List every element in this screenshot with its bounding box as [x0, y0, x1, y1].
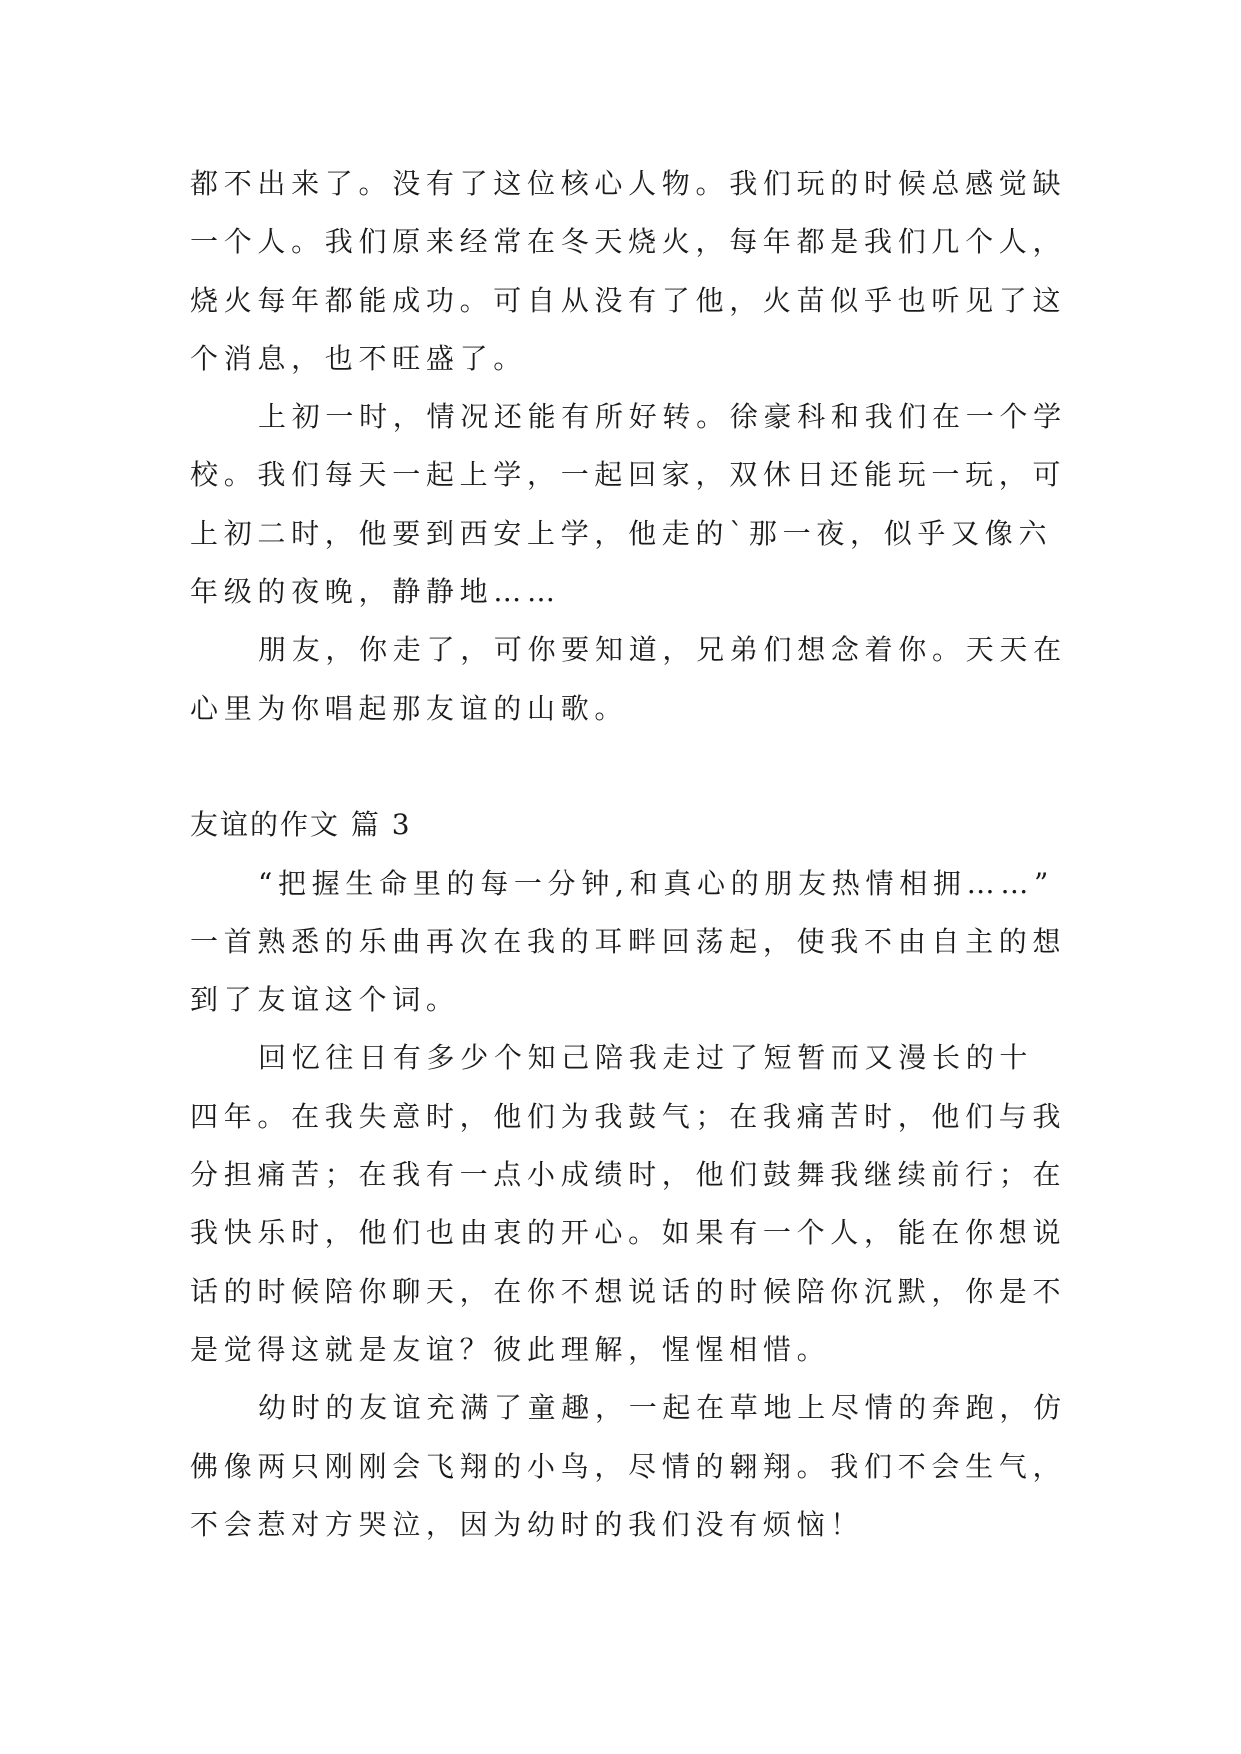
- paragraph-line: 朋友，你走了，可你要知道，兄弟们想念着你。天天在: [258, 633, 1067, 667]
- paragraph-line: 分担痛苦；在我有一点小成绩时，他们鼓舞我继续前行；在: [190, 1158, 1067, 1192]
- section-spacer: [190, 738, 1090, 796]
- paragraph-line: 一首熟悉的乐曲再次在我的耳畔回荡起，使我不由自主的想: [190, 924, 1067, 958]
- document-body: [190, 155, 1090, 1554]
- paragraph-line: 不会惹对方哭泣，因为幼时的我们没有烦恼！: [190, 1507, 865, 1541]
- paragraph-line: 上初一时，情况还能有所好转。徐豪科和我们在一个学: [258, 400, 1067, 434]
- section-title: 友谊的作文 篇 3: [190, 808, 412, 842]
- paragraph-line: 是觉得这就是友谊？彼此理解，惺惺相惜。: [190, 1332, 831, 1366]
- paragraph-line: 都不出来了。没有了这位核心人物。我们玩的时候总感觉缺: [190, 167, 1067, 200]
- paragraph-line: 回忆往日有多少个知己陪我走过了短暂而又漫长的十: [258, 1041, 1034, 1075]
- paragraph: [190, 388, 1090, 621]
- paragraph-line: 烧火每年都能成功。可自从没有了他，火苗似乎也听见了这: [190, 283, 1067, 317]
- paragraph-line: 上初二时，他要到西安上学，他走的`那一夜，似乎又像六: [190, 516, 1053, 550]
- paragraph-line: “把握生命里的每一分钟,和真心的朋友热情相拥……”: [258, 866, 1055, 900]
- paragraph-line: 心里为你唱起那友谊的山歌。: [190, 691, 629, 725]
- paragraph: [190, 855, 1090, 1030]
- paragraph-line: 幼时的友谊充满了童趣，一起在草地上尽情的奔跑，仿: [258, 1391, 1067, 1425]
- paragraph-line: 四年。在我失意时，他们为我鼓气；在我痛苦时，他们与我: [190, 1099, 1067, 1133]
- paragraph-line: 校。我们每天一起上学，一起回家，双休日还能玩一玩，可: [190, 458, 1067, 492]
- paragraph: [190, 1029, 1090, 1379]
- paragraph: [190, 621, 1090, 738]
- paragraph: [190, 1379, 1090, 1554]
- paragraph: [190, 155, 1090, 388]
- paragraph-line: 话的时候陪你聊天，在你不想说话的时候陪你沉默，你是不: [190, 1274, 1067, 1308]
- paragraph-line: 佛像两只刚刚会飞翔的小鸟，尽情的翱翔。我们不会生气，: [190, 1449, 1067, 1483]
- paragraph-line: 年级的夜晚，静静地……: [190, 575, 561, 609]
- paragraph-line: 我快乐时，他们也由衷的开心。如果有一个人，能在你想说: [190, 1216, 1067, 1250]
- paragraph-line: 一个人。我们原来经常在冬天烧火，每年都是我们几个人，: [190, 225, 1067, 259]
- paragraph-line: 到了友谊这个词。: [190, 983, 460, 1017]
- paragraph-line: 个消息，也不旺盛了。: [190, 341, 528, 375]
